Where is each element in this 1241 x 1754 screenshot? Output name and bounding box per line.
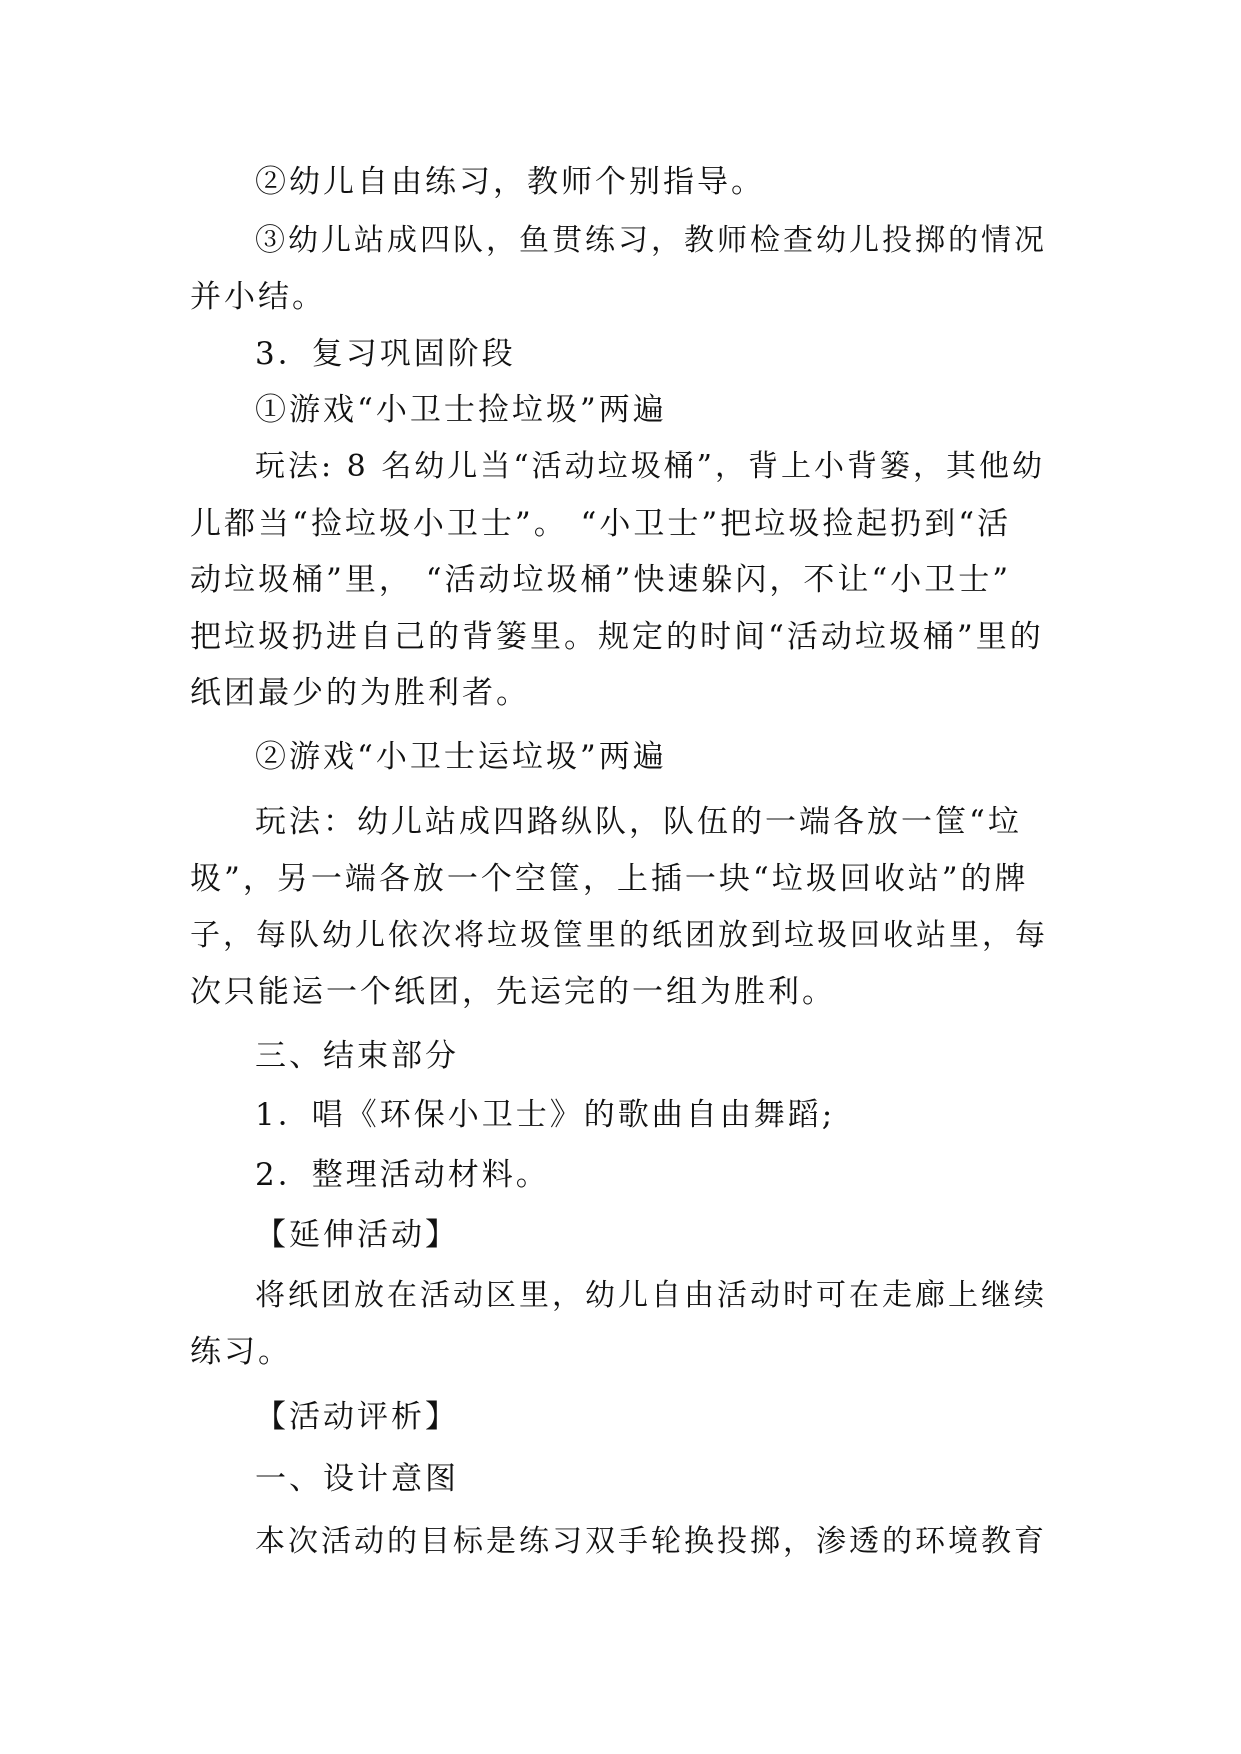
text-line: ②幼儿自由练习，教师个别指导。 xyxy=(255,164,765,200)
text-line: 2．整理活动材料。 xyxy=(255,1157,550,1193)
section-heading: 3．复习巩固阶段 xyxy=(255,336,516,372)
text-line: 玩法: 8 名幼儿当“活动垃圾桶”，背上小背篓，其他幼 xyxy=(255,449,1045,484)
text-line: 1．唱《环保小卫士》的歌曲自由舞蹈; xyxy=(255,1097,836,1133)
text-line: ②游戏“小卫士运垃圾”两遍 xyxy=(255,739,667,775)
text-line: 将纸团放在活动区里，幼儿自由活动时可在走廊上继续 xyxy=(255,1278,1047,1313)
section-heading: 【延伸活动】 xyxy=(255,1217,459,1253)
text-line: 纸团最少的为胜利者。 xyxy=(190,675,530,711)
text-line: 儿都当“捡垃圾小卫士”。 “小卫士”把垃圾捡起扔到“活 xyxy=(190,506,1012,542)
text-line: 次只能运一个纸团，先运完的一组为胜利。 xyxy=(190,974,836,1010)
section-heading: 一、设计意图 xyxy=(255,1461,459,1497)
text-line: 练习。 xyxy=(190,1334,292,1370)
text-line: ①游戏“小卫士捡垃圾”两遍 xyxy=(255,392,667,428)
text-line: ③幼儿站成四队，鱼贯练习，教师检查幼儿投掷的情况 xyxy=(255,223,1047,258)
text-line: 玩法：幼儿站成四路纵队，队伍的一端各放一筐“垃 xyxy=(255,804,1022,840)
text-line: 动垃圾桶”里， “活动垃圾桶”快速躲闪，不让“小卫士” xyxy=(190,562,1012,598)
section-heading: 三、结束部分 xyxy=(255,1038,459,1074)
text-line: 本次活动的目标是练习双手轮换投掷，渗透的环境教育 xyxy=(255,1524,1047,1559)
text-line: 子，每队幼儿依次将垃圾筐里的纸团放到垃圾回收站里，每 xyxy=(190,918,1048,953)
text-line: 并小结。 xyxy=(190,279,326,315)
section-heading: 【活动评析】 xyxy=(255,1399,459,1435)
text-line: 把垃圾扔进自己的背篓里。规定的时间“活动垃圾桶”里的 xyxy=(190,619,1044,655)
text-line: 圾”，另一端各放一个空筐，上插一块“垃圾回收站”的牌 xyxy=(190,861,1029,897)
